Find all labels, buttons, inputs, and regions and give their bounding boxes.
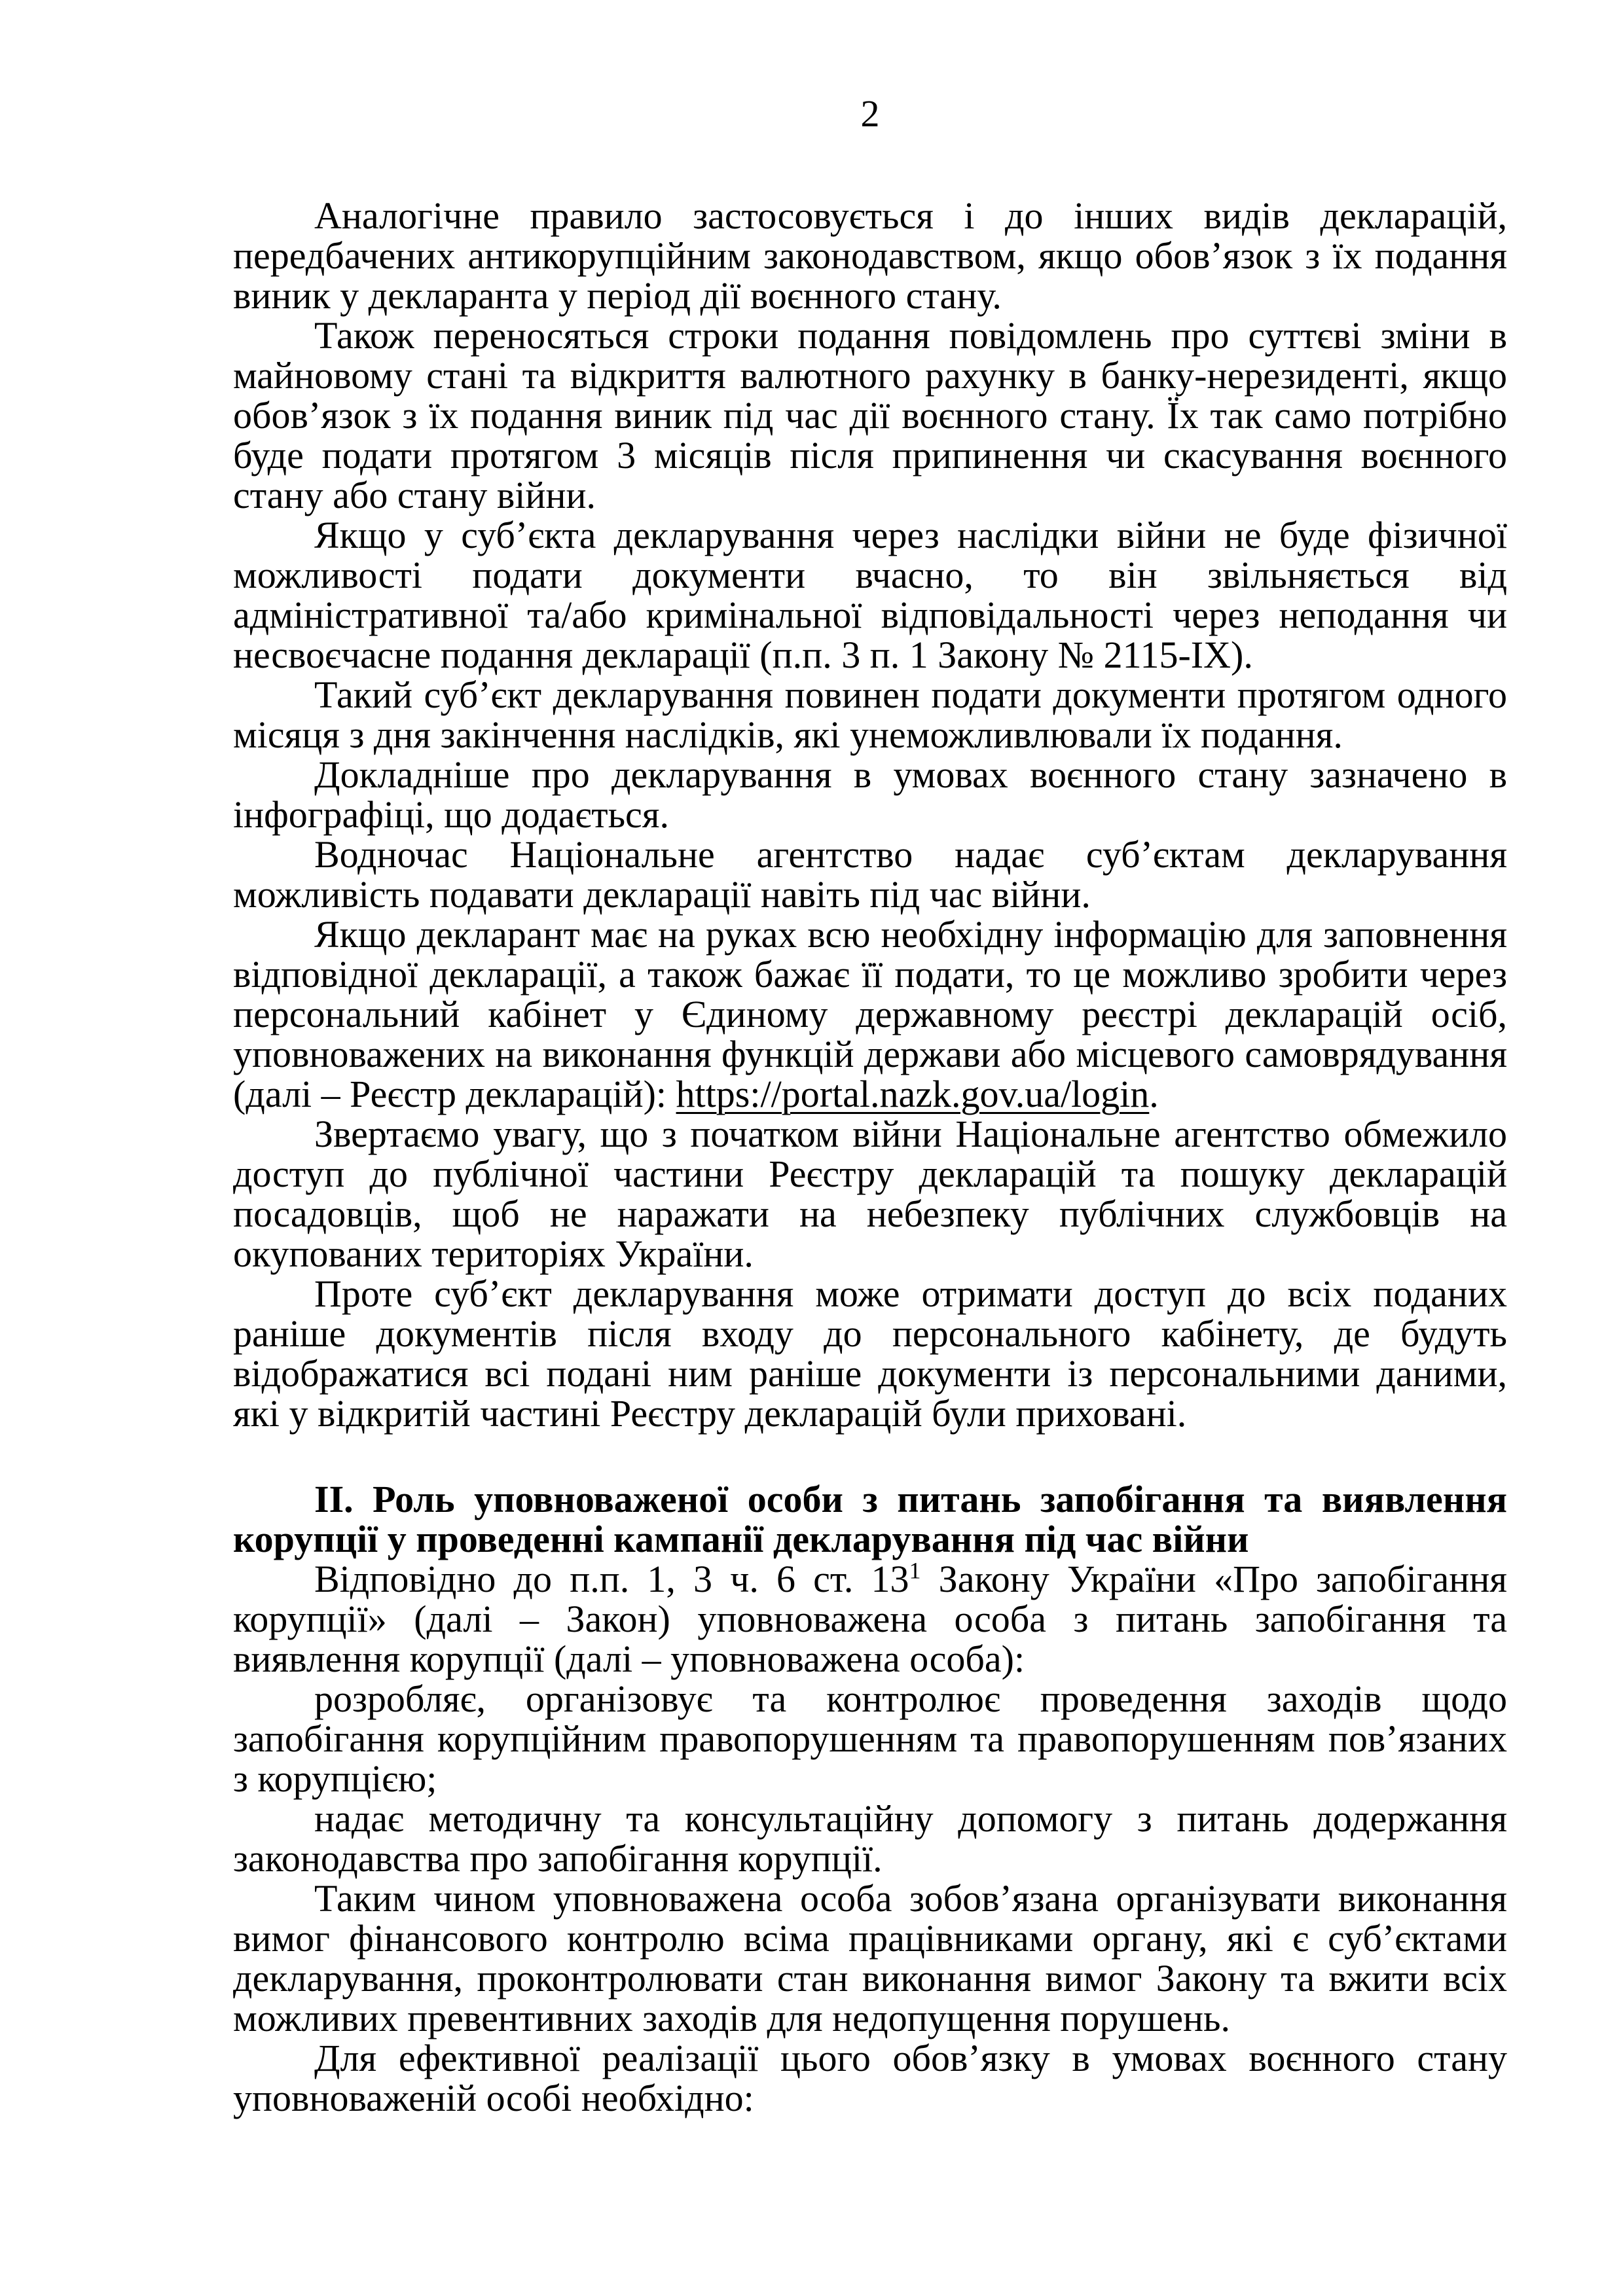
paragraph-text-after-superscript: Закону України «Про запобігання корупції» (далі – Закон) уповноважена особа з питань запобігання та виявлення корупції (далі – уповноважена особа): bbox=[233, 1558, 1507, 1680]
paragraph-takym-chynom: Таким чином уповноважена особа зобов’язана організувати виконання вимог фінансового контролю всіма працівниками органу, які є суб’єктами декларування, проконтролювати стан виконання вимог Закону та вжити всіх можливих превентивних заходів для недопущення порушень. bbox=[233, 1877, 1507, 2039]
section-heading-role-upovnovazhenoi-osoby: ІІ. Роль уповноваженої особи з питань запобігання та виявлення корупції у проведенні кампанії декларування під час війни bbox=[233, 1478, 1507, 1560]
paragraph-fizychna-mozhlyvist: Якщо у суб’єкта декларування через наслідки війни не буде фізичної можливості подати документи вчасно, то він звільняється від адміністративної та/або кримінальної відповідальності через неподання чи несвоєчасне подання декларації (п.п. 3 п. 1 Закону № 2115-IX). bbox=[233, 514, 1507, 676]
paragraph-vidpovidno-do-zakonu bbox=[233, 1559, 1507, 1679]
page-number: 2 bbox=[860, 92, 880, 135]
paragraph-metodychna-dopomoha: надає методичну та консультаційну допомогу з питань додержання законодавства про запобігання корупції. bbox=[233, 1797, 1507, 1880]
paragraph-dlia-efektyvnoi-realizatsii: Для ефективної реалізації цього обов’язку в умовах воєнного стану уповноваженій особі необхідно: bbox=[233, 2037, 1507, 2119]
paragraph-text-after-link: . bbox=[1149, 1073, 1159, 1115]
paragraph-analogichne-pravylo: Аналогічне правило застосовується і до інших видів декларацій, передбачених антикорупційним законодавством, якщо обов’язок з їх подання виник у декларанта у період дії воєнного стану. bbox=[233, 194, 1507, 317]
paragraph-perenosiatsia-stroky: Також переносяться строки подання повідомлень про суттєві зміни в майновому стані та відкриття валютного рахунку в банку-нерезиденті, якщо обов’язок з їх подання виник під час дії воєнного стану. Їх так само потрібно буде подати протягом 3 місяців після припинення чи скасування воєнного стану або стану війни. bbox=[233, 314, 1507, 516]
nazk-portal-login-link[interactable]: https://portal.nazk.gov.ua/login bbox=[676, 1073, 1150, 1115]
paragraph-podaty-protiahom-misiatsia: Такий суб’єкт декларування повинен подати документи протягом одного місяця з дня закінчення наслідків, які унеможливлювали їх подання. bbox=[233, 673, 1507, 756]
article-13-superscript: 1 bbox=[909, 1557, 921, 1584]
paragraph-mozhlyvist-podavaty: Водночас Національне агентство надає суб’єктам декларування можливість подавати декларації навіть під час війни. bbox=[233, 833, 1507, 916]
paragraph-rozrobliaie-orhanizovuie: розробляє, організовує та контролює проведення заходів щодо запобігання корупційним правопорушенням та правопорушенням пов’язаних з корупцією; bbox=[233, 1677, 1507, 1800]
document-body bbox=[233, 196, 1507, 2118]
paragraph-text-before-superscript: Відповідно до п.п. 1, 3 ч. 6 ст. 13 bbox=[314, 1558, 909, 1600]
paragraph-infografika: Докладніше про декларування в умовах воєнного стану зазначено в інфографіці, що додається. bbox=[233, 753, 1507, 836]
paragraph-personalnyi-kabinet bbox=[233, 914, 1507, 1114]
paragraph-dostup-do-dokumentiv: Проте суб’єкт декларування може отримати доступ до всіх поданих раніше документів після входу до персонального кабінету, де будуть відображатися всі подані ним раніше документи із персональними даними, які у відкритій частині Реєстру декларацій були приховані. bbox=[233, 1272, 1507, 1435]
paragraph-text-before-link: Якщо декларант має на руках всю необхідну інформацію для заповнення відповідної декларації, а також бажає її подати, то це можливо зробити через персональний кабінет у Єдиному державному реєстрі декларацій осіб, уповноважених на виконання функцій держави або місцевого самоврядування (далі – Реєстр декларацій): bbox=[233, 913, 1507, 1115]
paragraph-obmezhennia-dostupu: Звертаємо увагу, що з початком війни Національне агентство обмежило доступ до публічної частини Реєстру декларацій та пошуку декларацій посадовців, щоб не наражати на небезпеку публічних службовців на окупованих територіях України. bbox=[233, 1113, 1507, 1275]
